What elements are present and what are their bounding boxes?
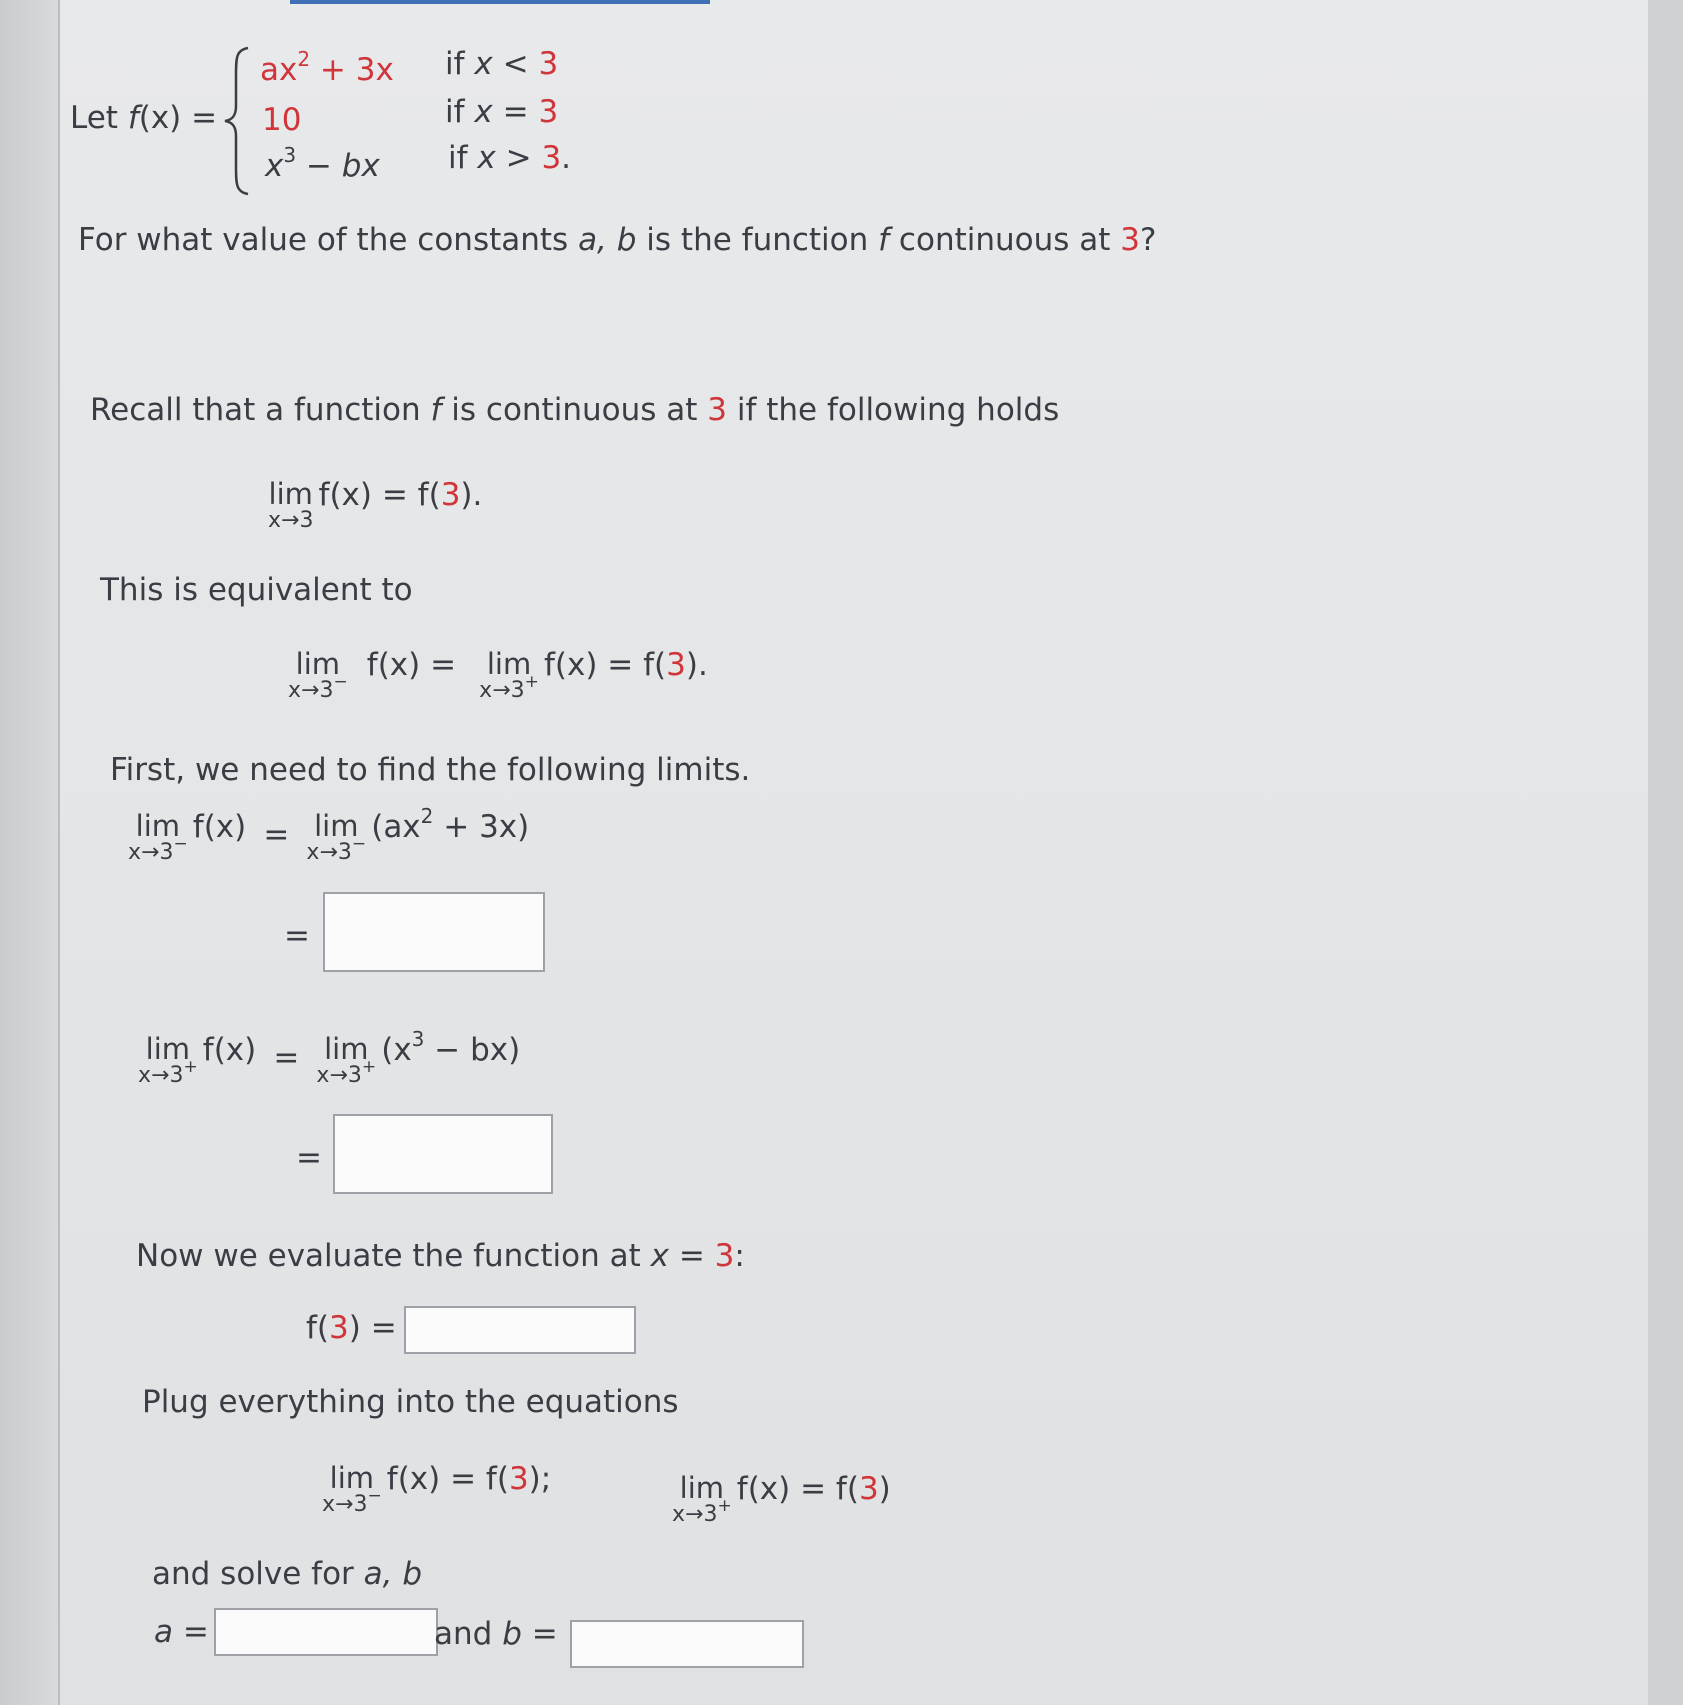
definition-lead: Let f(x) =: [70, 100, 218, 136]
case-2-expression: 10: [262, 102, 302, 138]
left-limit-equals: =: [284, 918, 310, 954]
background-left-strip: [0, 0, 58, 1705]
left-limit-row: lim x→3− f(x) = lim x→3− $(ax^2 + 3x)$: [128, 804, 530, 865]
limit-equation-2: lim x→3− f(x) = lim x→3+ f(x) = f(3).: [288, 647, 708, 703]
f3-label: f(3) =: [306, 1310, 397, 1346]
piecewise-brace: [222, 46, 252, 196]
recall-text: Recall that a function f is continuous at 3 if the following holds: [90, 392, 1060, 428]
b-answer-input[interactable]: [570, 1620, 804, 1668]
case-1-condition: if x < 3: [445, 46, 559, 82]
case-3-condition: if x > 3.: [448, 140, 572, 176]
plug-equation-left: lim x→3− f(x) = f(3);: [322, 1461, 552, 1517]
plug-equation-right: lim x→3+ f(x) = f(3): [672, 1471, 891, 1527]
first-text: First, we need to find the following limits.: [110, 752, 751, 788]
right-limit-answer-input[interactable]: [333, 1114, 553, 1194]
background-right-edge: [1648, 0, 1683, 1705]
right-limit-equals: =: [296, 1140, 322, 1176]
a-answer-input[interactable]: [214, 1608, 438, 1656]
question-text: For what value of the constants a, b is the function f continuous at 3?: [78, 222, 1157, 258]
evaluate-text: Now we evaluate the function at x = 3:: [136, 1238, 745, 1274]
solve-text: and solve for a, b: [152, 1556, 423, 1592]
equivalent-text: This is equivalent to: [100, 572, 413, 608]
b-label: and b =: [434, 1616, 558, 1652]
limit-equation-1: lim x→3 f(x) = f(3).: [268, 477, 483, 533]
plug-text: Plug everything into the equations: [142, 1384, 679, 1420]
a-label: a =: [154, 1614, 209, 1650]
case-3-expression: $x^3$ − bx: [265, 143, 380, 184]
top-accent-bar: [290, 0, 710, 4]
left-limit-answer-input[interactable]: [323, 892, 545, 972]
right-limit-row: lim x→3+ f(x) = lim x→3+ $(x^3 - bx)$: [138, 1027, 521, 1088]
case-1-expression: $ax^2 + 3x$: [260, 47, 394, 88]
case-2-condition: if x = 3: [445, 94, 559, 130]
f3-answer-input[interactable]: [404, 1306, 636, 1354]
